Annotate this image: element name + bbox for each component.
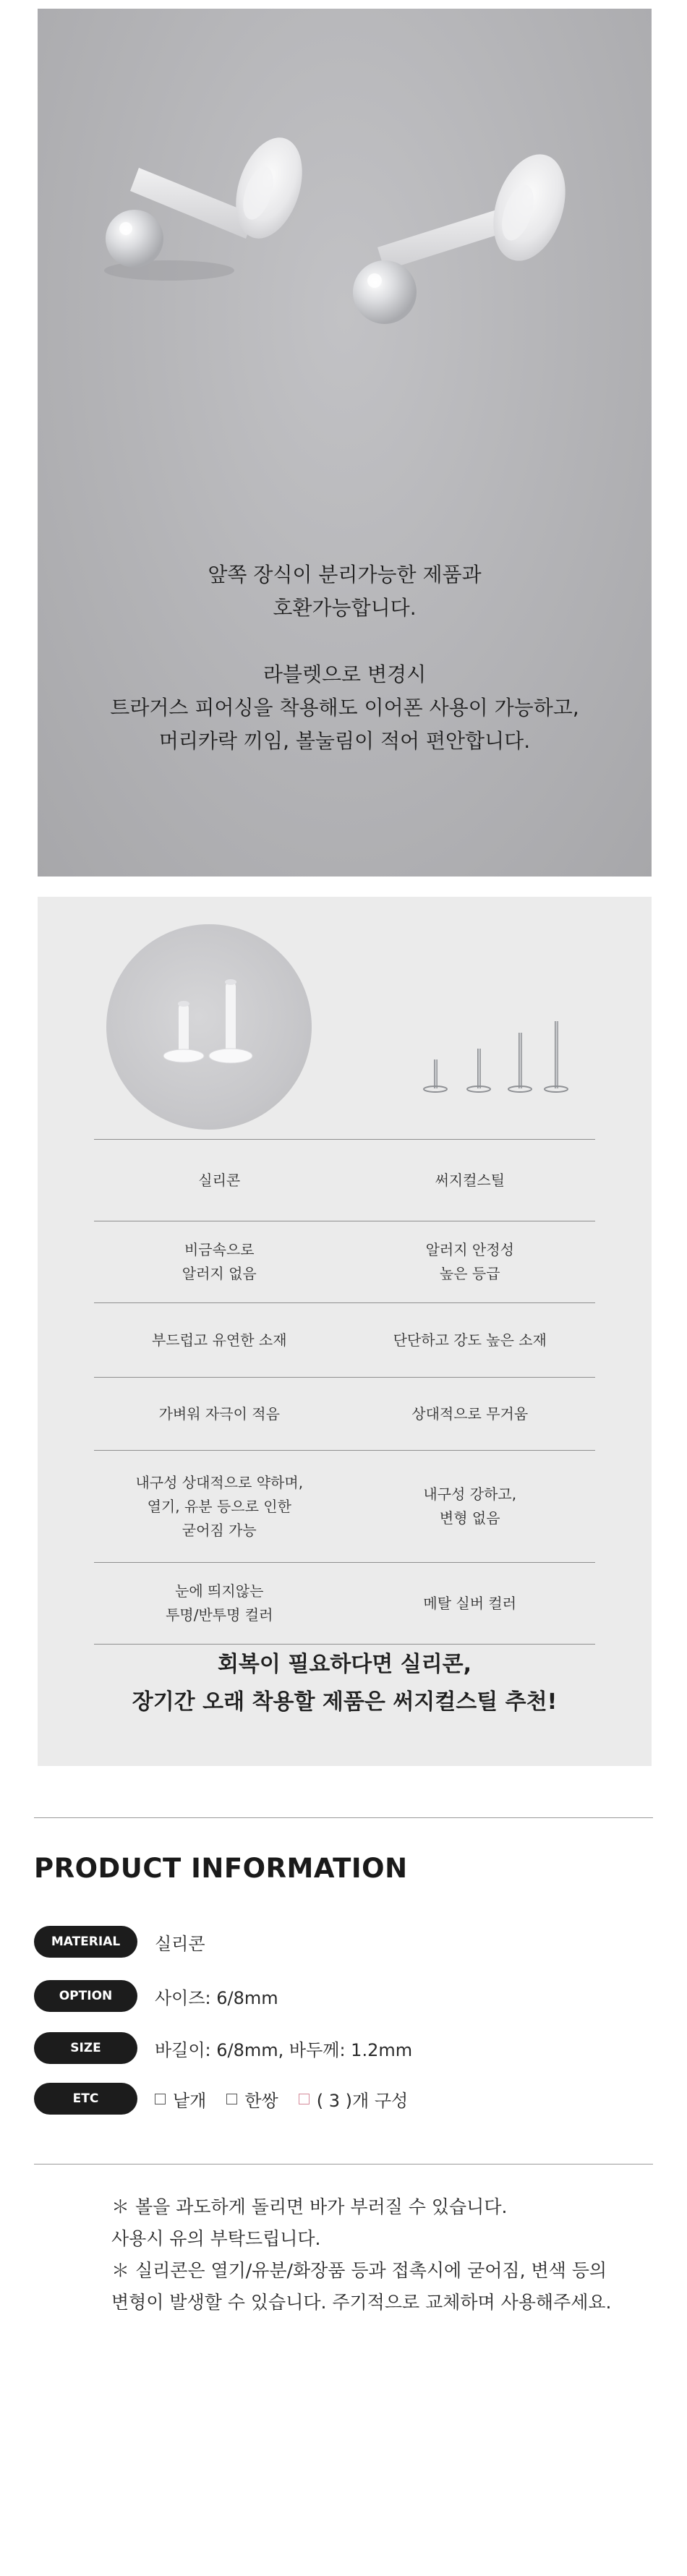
hero-line: 트라거스 피어싱을 착용해도 이어폰 사용이 가능하고, [110,696,579,720]
recommendation-line: 장기간 오래 착용할 제품은 써지컬스틸 추천! [132,1689,558,1715]
product-info-title: PRODUCT INFORMATION [34,1853,408,1884]
info-row-material [34,1926,205,1958]
silicone-cell: 부드럽고 유연한 소재 [151,1331,287,1349]
hero-line: 머리카락 끼임, 볼눌림이 적어 편안합니다. [158,729,531,753]
hero-section [38,9,652,877]
note-line: ＊ 볼을 과도하게 돌리면 바가 부러질 수 있습니다. [111,2196,508,2217]
etc-options [155,2086,428,2112]
steel-cell: 메탈 실버 컬러 [423,1594,517,1612]
comparison-table [94,1139,595,1645]
silicone-cell: 실리콘 [198,1171,241,1189]
checkbox-icon [155,2094,166,2104]
divider [34,1817,653,1818]
recommendation-text [38,1646,652,1721]
etc-option-set: ( 3 )개 구성 [299,2086,408,2112]
hero-line: 앞쪽 장식이 분리가능한 제품과 [208,563,482,587]
comparison-row [94,1377,595,1450]
info-row-etc [34,2083,428,2115]
size-badge: SIZE [34,2032,137,2064]
comparison-row [94,1562,595,1645]
info-row-option [34,1980,278,2012]
size-value: 바길이: 6/8mm, 바두께: 1.2mm [155,2039,413,2060]
steel-cell: 상대적으로 무거움 [411,1404,529,1423]
comparison-row [94,1221,595,1302]
surgical-steel-sample-image [370,955,587,1099]
etc-option-pair: 한쌍 [226,2086,278,2112]
comparison-row [94,1302,595,1377]
silicone-cell: 비금속으로 알러지 없음 [182,1241,257,1282]
caution-notes [111,2191,632,2319]
hero-line: 라블렛으로 변경시 [263,662,427,686]
steel-cell: 단단하고 강도 높은 소재 [393,1331,547,1349]
note-line: ＊ 실리콘은 열기/유분/화장품 등과 접촉시에 굳어짐, 변색 등의 [111,2260,607,2281]
comparison-row [94,1139,595,1221]
material-value: 실리콘 [155,1933,205,1954]
recommendation-line: 회복이 필요하다면 실리콘, [217,1652,472,1677]
hero-line: 호환가능합니다. [273,596,417,620]
steel-cell: 알러지 안정성 높은 등급 [425,1241,514,1282]
option-badge: OPTION [34,1980,137,2012]
silicone-cell: 내구성 상대적으로 약하며, 열기, 유분 등으로 인한 굳어짐 가능 [135,1473,304,1539]
note-line: 변형이 발생할 수 있습니다. 주기적으로 교체하며 사용해주세요. [111,2292,612,2313]
info-row-size [34,2032,412,2064]
silicone-cell: 가벼워 자극이 적음 [158,1404,280,1423]
divider [34,2164,653,2165]
material-comparison-section [38,897,652,1766]
note-line: 사용시 유의 부탁드립니다. [111,2228,321,2249]
etc-badge: ETC [34,2083,137,2115]
steel-cell: 내구성 강하고, 변형 없음 [423,1485,517,1527]
etc-option-single: 낱개 [155,2086,206,2112]
checkbox-icon [299,2094,310,2104]
checkbox-icon [226,2094,237,2104]
material-badge: MATERIAL [34,1926,137,1958]
option-value: 사이즈: 6/8mm [155,1987,278,2008]
steel-cell: 써지컬스틸 [435,1171,505,1189]
silicone-cell: 눈에 띄지않는 투명/반투명 컬러 [166,1582,273,1624]
hero-caption [38,558,652,758]
comparison-row [94,1450,595,1562]
silicone-sample-image [106,924,312,1130]
